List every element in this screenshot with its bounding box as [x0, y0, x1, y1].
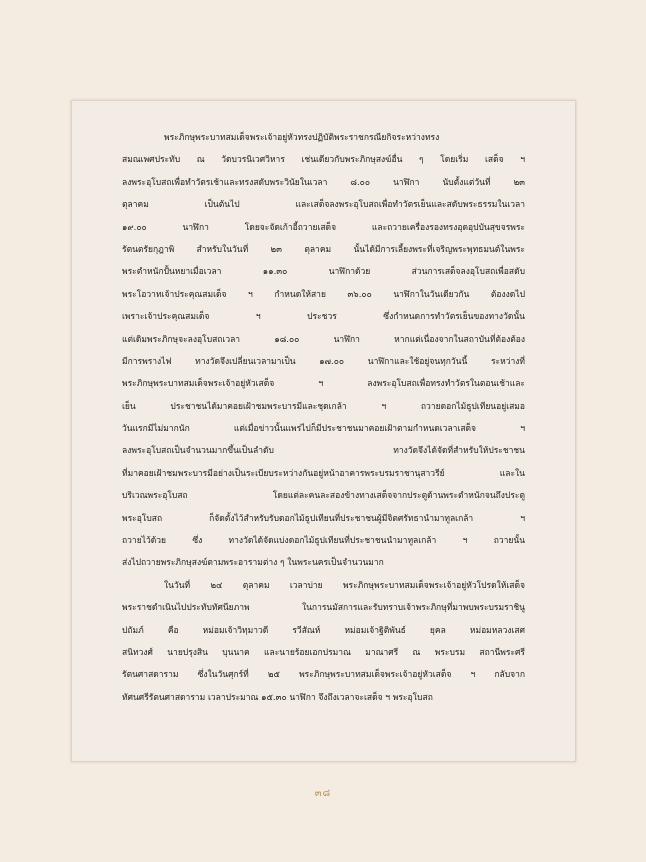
text-line: ๑๙.๐๐ นาฬิกา โดยจะจัดเก้าอี้ถวายเสด็จ และถวายเครื่องรองทรงอุดอุปบันสุขจรพระ: [122, 222, 525, 233]
text-line: ปถัมภ์ คือ หม่อมเจ้าวิทฺมาวดี รวีสัณห์ หม่อมเจ้าฐิติพันธ์ ยุคล หม่อมหลวงเสศ: [122, 625, 525, 636]
text-line: ตุลาคม เป็นต้นไป และเสด็จลงพระอุโบสถเพื่อทำวัตรเย็นและสดับพระธรรมในเวลา: [122, 200, 525, 211]
page-number: ๓๘: [314, 788, 332, 799]
text-line: ลงพระอุโบสถเพื่อทำวัตรเช้าและทรงสดับพระวินัยในเวลา ๘.๐๐ นาฬิกา นับตั้งแต่วันที่ ๒๓: [122, 177, 525, 188]
text-line: เย็น ประชาชนได้มาคอยเฝ้าชมพระบารมีและชุดเกล้า ฯ ถวายดอกไม้ธูปเทียนอยู่เสมอ: [122, 401, 525, 412]
text-line: พระภิกษุพระบาทสมเด็จพระเจ้าอยู่หัวทรงปฏิบัติพระราชกรณียกิจระหว่างทรง: [164, 133, 440, 143]
text-line: ถวายไว้ด้วย ซึ่ง ทางวัดได้จัดแบ่งดอกไม้ธูปเทียนที่ประชาชนนำมาทูลเกล้า ฯ ถวายนั้น: [122, 536, 525, 547]
text-line: มีการพรางไฟ ทางวัดจึงเปลี่ยนเวลามาเป็น ๑๗.๐๐ นาฬิกาและใช้อยู่จนทุกวันนี้ ระหว่างที่: [122, 356, 525, 367]
document-page: [71, 100, 576, 762]
text-line: สมณเพศประทับ ณ วัดบวรนิเวศวิหาร เช่นเดียวกับพระภิกษุสงฆ์อื่น ๆ โดยเริ่ม เสด็จ ฯ: [122, 155, 525, 166]
document-body: [122, 127, 525, 709]
text-line: พระโอวาทเจ้าประคุณสมเด็จ ฯ กำหนดให้สาย ๓๖.๐๐ นาฬิกาในวันเดียวกัน ต้องงดไป: [122, 289, 525, 300]
text-line: ในวันที่ ๒๔ ตุลาคม เวลาบ่าย พระภิกษุพระบาทสมเด็จพระเจ้าอยู่หัวโปรดให้เสด็จ: [164, 580, 525, 591]
text-line: พระราชดำเนินไปประทับทัศนียภาพ ในการนมัสการและรับทราบเจ้าพระภิกษุที่มาพบพระบรมราชินู: [122, 603, 525, 614]
text-line: วันแรกมีไม่มากนัก แต่เมื่อข่าวนั้นแพร่ไปก็มีประชาชนมาคอยเฝ้าตามกำหนดเวลาเสด็จ ฯ: [122, 424, 525, 435]
text-line: เพราะเจ้าประคุณสมเด็จ ฯ ประชวร ซึ่งกำหนดการทำวัตรเย็นของทางวัดนั้น: [122, 312, 525, 323]
text-line: บริเวณพระอุโบสถ โดยแต่ละคนละสองข้างทางเสด็จจากประตูด้านพระตำหนักจนถึงประตู: [122, 491, 525, 502]
text-line: พระตำหนักปั้นหยาเมื่อเวลา ๑๑.๓๐ นาฬิกาด้วย ส่วนการเสด็จลงอุโบสถเพื่อสดับ: [122, 267, 525, 278]
text-line: ทัศนศรีรัตนศาสดาราม เวลาประมาณ ๑๕.๓๐ นาฬิกา จึงถึงเวลาจะเสด็จ ฯ พระอุโบสถ: [122, 692, 433, 703]
paragraph: [122, 127, 525, 575]
text-line: ส่งไปถวายพระภิกษุสงฆ์ตามพระอารามต่าง ๆ ในพระนครเป็นจำนวนมาก: [122, 558, 384, 569]
text-line: พระภิกษุพระบาทสมเด็จพระเจ้าอยู่หัวเสด็จ ฯ ลงพระอุโบสถเพื่อทรงทำวัตรในตอนเช้าและ: [122, 379, 525, 390]
text-line: รัตนศาสดาราม ซึ่งในวันศุกร์ที่ ๒๕ พระภิกษุพระบาทสมเด็จพระเจ้าอยู่หัวเสด็จ ฯ กลับจาก: [122, 670, 525, 681]
text-line: แต่เดิมพระภิกษุจะลงอุโบสถเวลา ๑๘.๐๐ นาฬิกา หากแต่เนื่องจากในสถาบันที่ต้องต้อง: [122, 334, 525, 345]
text-line: สนิทวงศ์ นายปรุงสิน บุนนาค และนายร้อยเอกปรมาณ มาณาศรี ณ พระบรม สถานีพระศรี: [122, 647, 525, 658]
text-line: ลงพระอุโบสถเป็นจำนวนมากขึ้นเป็นลำดับ ทางวัดจึงได้จัดที่สำหรับให้ประชาชน: [122, 446, 525, 457]
paragraph: [122, 575, 525, 709]
text-line: ที่มาคอยเฝ้าชมพระบารมีอย่างเป็นระเบียบระหว่างกันอยู่หน้าอาคารพระบรมราชานุสาวรีย์ และใน: [122, 468, 525, 479]
text-line: พระอุโบสถ ก็จัดตั้งไว้สำหรับรับดอกไม้ธูปเทียนที่ประชาชนผู้มีจิตศรัทธานำมาทูลเกล้า ฯ: [122, 513, 525, 524]
text-line: รัตนตรัยกุฎาพิ สำหรับในวันที่ ๒๓ ตุลาคม นั้นได้มีการเลี้ยงพระที่เจริญพระพุทธมนต์ในพระ: [122, 244, 525, 255]
